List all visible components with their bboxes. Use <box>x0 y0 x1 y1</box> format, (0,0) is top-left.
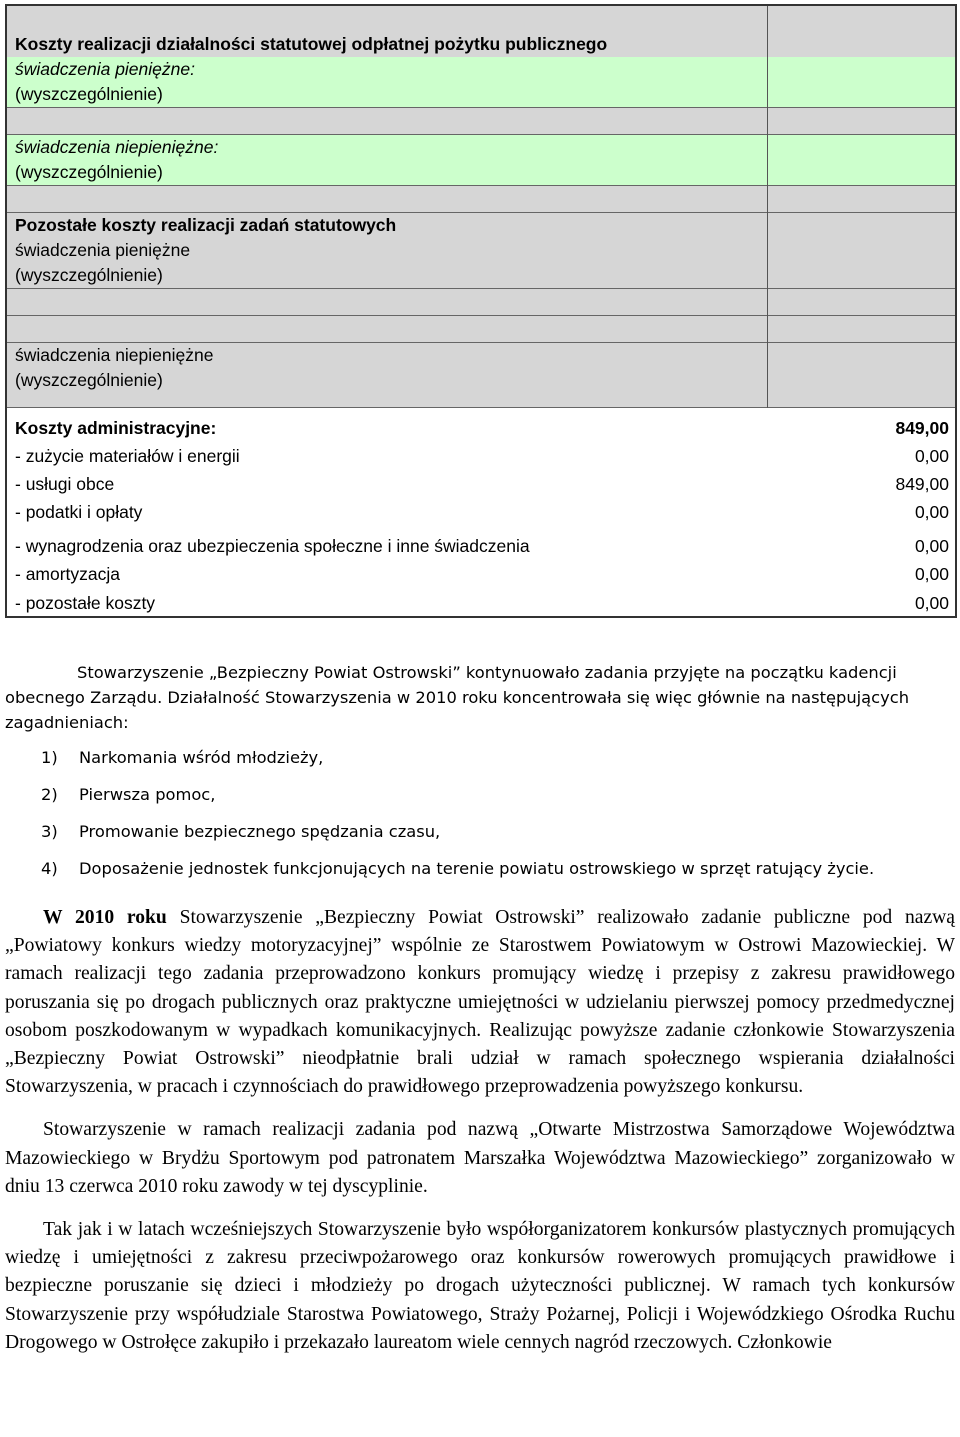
paragraph-1-lead: W 2010 roku <box>43 907 167 928</box>
row-label: - zużycie materiałów i energii <box>6 441 768 469</box>
list-text: Doposażenie jednostek funkcjonujących na terenie powiatu ostrowskiego w sprzęt ratujący życie. <box>79 859 875 878</box>
row-value <box>768 160 957 186</box>
row-value: 849,00 <box>768 469 957 497</box>
paragraph-1-text: Stowarzyszenie „Bezpieczny Powiat Ostrowski” realizowało zadanie publiczne pod nazwą „Powiatowy konkurs wiedzy motoryzacyjnej” wspólnie ze Starostwem Powiatowym w Ostrowi Mazowieckiej. W ramach realizacji tego zadania przeprowadzono konkurs promujący wiedzę i przepisy z zakresu prawidłowego poruszania się po drogach publicznych oraz praktyczne umiejętności w udzielaniu pierwszej pomocy przedmedycznej osobom poszkodowanym w wypadkach komunikacyjnych. Realizując powyższe zadanie członkowie Stowarzyszenia „Bezpieczny Powiat Ostrowski” nieodpłatnie brali udział w ramach społecznego wspierania działalności Stowarzyszenia, w pracach i czynnościach do prawidłowego przeprowadzenia powyższego konkursu. <box>5 907 955 1098</box>
table-row-empty <box>6 393 956 407</box>
table-row <box>6 441 956 469</box>
row-label: - usługi obce <box>6 469 768 497</box>
list-text: Narkomania wśród młodzieży, <box>79 748 324 767</box>
list-number: 3) <box>41 822 58 841</box>
list-number: 2) <box>41 785 58 804</box>
table-row <box>6 587 956 617</box>
row-value <box>768 135 957 161</box>
topics-list <box>5 745 955 881</box>
row-value: 0,00 <box>768 525 957 559</box>
row-value: 0,00 <box>768 587 957 617</box>
row-label: (wyszczególnienie) <box>6 160 768 186</box>
row-label: (wyszczególnienie) <box>6 368 768 393</box>
row-label: świadczenia niepieniężne: <box>6 135 768 161</box>
table-row <box>6 57 956 82</box>
row-label: - podatki i opłaty <box>6 497 768 525</box>
row-label: Koszty administracyjne: <box>6 407 768 441</box>
table-row <box>6 559 956 587</box>
body-text <box>5 904 955 1372</box>
list-text: Pierwsza pomoc, <box>79 785 216 804</box>
row-label: świadczenia pieniężne <box>6 238 768 263</box>
row-label: - wynagrodzenia oraz ubezpieczenia społeczne i inne świadczenia <box>6 525 768 559</box>
row-value: 0,00 <box>768 497 957 525</box>
table-row <box>6 5 956 57</box>
list-item <box>41 856 955 881</box>
row-value <box>768 213 957 239</box>
table-row-empty <box>6 316 956 343</box>
row-value <box>768 82 957 108</box>
row-label: (wyszczególnienie) <box>6 82 768 108</box>
list-number: 1) <box>41 748 58 767</box>
row-value <box>768 57 957 82</box>
list-item <box>41 782 955 807</box>
row-label: świadczenia niepieniężne <box>6 343 768 369</box>
row-value <box>768 343 957 369</box>
row-value <box>768 368 957 393</box>
paragraph-3: Tak jak i w latach wcześniejszych Stowarzyszenie było współorganizatorem konkursów plastycznych promujących wiedzę i umiejętności z zakresu przeciwpożarowego oraz konkursów rowerowych promujących prawidłowe i bezpieczne poruszanie się dzieci i młodzieży po drogach użyteczności publicznej. W ramach tych konkursów Stowarzyszenie przy współudziale Starostwa Powiatowego, Straży Pożarnej, Policji i Wojewódzkiego Ośrodka Ruchu Drogowego w Ostrołęce zakupiło i przekazało laureatom wiele cennych nagród rzeczowych. Członkowie <box>5 1219 955 1353</box>
table-row <box>6 343 956 369</box>
table-row-empty <box>6 108 956 135</box>
table-row <box>6 407 956 441</box>
list-item <box>41 745 955 770</box>
table-row <box>6 368 956 393</box>
row-label: Pozostałe koszty realizacji zadań statutowych <box>6 213 768 239</box>
row-label: - amortyzacja <box>6 559 768 587</box>
row-value: 0,00 <box>768 441 957 469</box>
list-text: Promowanie bezpiecznego spędzania czasu, <box>79 822 441 841</box>
table-row <box>6 213 956 239</box>
row-label: Koszty realizacji działalności statutowej odpłatnej pożytku publicznego <box>6 5 768 57</box>
row-value <box>768 238 957 263</box>
list-number: 4) <box>41 859 58 878</box>
paragraph-2: Stowarzyszenie w ramach realizacji zadania pod nazwą „Otwarte Mistrzostwa Samorządowe Województwa Mazowieckiego w Brydżu Sportowym pod patronatem Marszałka Województwa Mazowieckiego” zorganizowało w dniu 13 czerwca 2010 roku zawody w tej dyscyplinie. <box>5 1119 955 1197</box>
cost-table <box>5 4 957 618</box>
row-value: 0,00 <box>768 559 957 587</box>
row-label: (wyszczególnienie) <box>6 263 768 289</box>
table-row <box>6 160 956 186</box>
row-label: - pozostałe koszty <box>6 587 768 617</box>
table-row <box>6 238 956 263</box>
table-row-empty <box>6 289 956 316</box>
table-row <box>6 135 956 161</box>
table-row <box>6 82 956 108</box>
row-value: 849,00 <box>768 407 957 441</box>
list-item <box>41 819 955 844</box>
table-row <box>6 525 956 559</box>
paragraph-1 <box>5 904 955 1101</box>
table-row <box>6 263 956 289</box>
row-value <box>768 263 957 289</box>
table-row-empty <box>6 186 956 213</box>
table-row <box>6 469 956 497</box>
row-label: świadczenia pieniężne: <box>6 57 768 82</box>
intro-section <box>5 660 955 893</box>
intro-paragraph: Stowarzyszenie „Bezpieczny Powiat Ostrowski” kontynuowało zadania przyjęte na początku kadencji obecnego Zarządu. Działalność Stowarzyszenia w 2010 roku koncentrowała się więc głównie na następujących zagadnieniach: <box>5 663 910 732</box>
row-value <box>768 5 957 57</box>
table-row <box>6 497 956 525</box>
